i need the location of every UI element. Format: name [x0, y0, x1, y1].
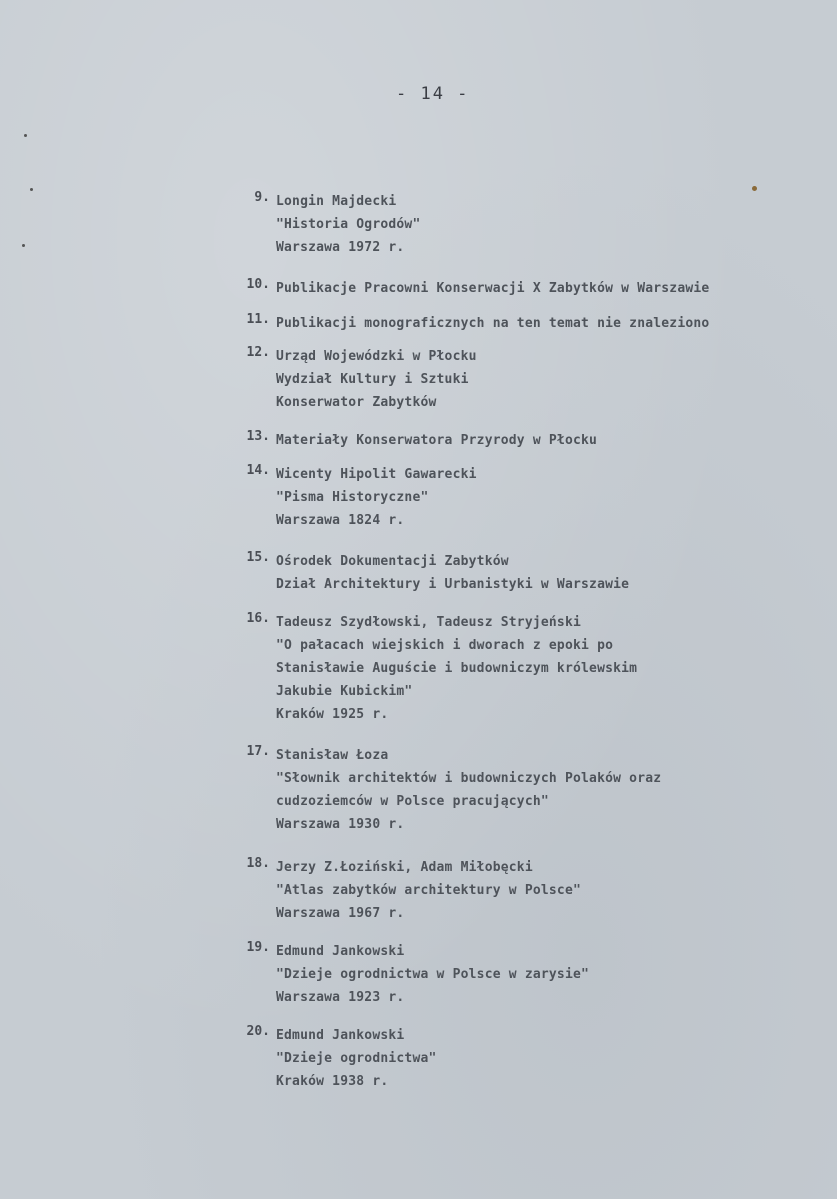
entry-line: Jakubie Kubickim" [276, 684, 413, 699]
entry-line: Edmund Jankowski [276, 944, 405, 959]
entry-line: "Dzieje ogrodnictwa" [276, 1051, 437, 1066]
entry-number: 13. [246, 429, 270, 444]
entry-line: Wicenty Hipolit Gawarecki [276, 467, 477, 482]
entry-lines [276, 463, 477, 532]
entry-number: 20. [246, 1024, 270, 1039]
entry-line: "Historia Ogrodów" [276, 217, 421, 232]
entry-number: 14. [246, 463, 270, 478]
entry-number: 19. [246, 940, 270, 955]
entry-line: Kraków 1938 r. [276, 1074, 389, 1089]
entry-line: Ośrodek Dokumentacji Zabytków [276, 554, 509, 569]
entry-line: Jerzy Z.Łoziński, Adam Miłobęcki [276, 860, 533, 875]
entry-line: cudzoziemców w Polsce pracujących" [276, 794, 549, 809]
entry-line: Warszawa 1967 r. [276, 906, 405, 921]
entry-lines [276, 1024, 437, 1093]
entry-line: Wydział Kultury i Sztuki [276, 372, 469, 387]
entry-line: Dział Architektury i Urbanistyki w Warszawie [276, 577, 630, 592]
entry-line: Publikacje Pracowni Konserwacji X Zabytków w Warszawie [276, 281, 710, 296]
entry-line: Warszawa 1923 r. [276, 990, 405, 1005]
entry-lines [276, 940, 589, 1009]
entry-number: 12. [246, 345, 270, 360]
entry-number: 11. [246, 312, 270, 327]
entry-line: Stanisław Łoza [276, 748, 389, 763]
entry-line: "O pałacach wiejskich i dworach z epoki po [276, 638, 614, 653]
entry-lines [276, 856, 581, 925]
entry-line: "Atlas zabytków architektury w Polsce" [276, 883, 582, 898]
paper-speck [24, 134, 27, 137]
entry-lines [276, 429, 597, 452]
entry-line: Warszawa 1930 r. [276, 817, 405, 832]
entry-line: "Słownik architektów i budowniczych Polaków oraz [276, 771, 662, 786]
entry-number: 16. [246, 611, 270, 626]
entry-number: 17. [246, 744, 270, 759]
entry-lines [276, 611, 637, 726]
entry-line: Tadeusz Szydłowski, Tadeusz Stryjeński [276, 615, 582, 630]
entry-line: Stanisławie Auguście i budowniczym królewskim [276, 661, 638, 676]
entry-line: Longin Majdecki [276, 194, 397, 209]
entry-line: Urząd Wojewódzki w Płocku [276, 349, 477, 364]
entry-lines [276, 190, 420, 259]
entry-lines [276, 550, 629, 596]
entry-line: Warszawa 1972 r. [276, 240, 405, 255]
entry-line: "Pisma Historyczne" [276, 490, 429, 505]
entry-lines [276, 277, 709, 300]
entry-line: Warszawa 1824 r. [276, 513, 405, 528]
entry-line: Kraków 1925 r. [276, 707, 389, 722]
page-number: - 14 - [396, 84, 470, 104]
paper-speck [752, 186, 757, 191]
entry-number: 10. [246, 277, 270, 292]
entry-lines [276, 744, 661, 836]
entry-line: Materiały Konserwatora Przyrody w Płocku [276, 433, 598, 448]
paper-speck [30, 188, 33, 191]
entry-line: "Dzieje ogrodnictwa w Polsce w zarysie" [276, 967, 590, 982]
entry-line: Konserwator Zabytków [276, 395, 437, 410]
entry-lines [276, 312, 709, 335]
entry-number: 18. [246, 856, 270, 871]
entry-lines [276, 345, 477, 414]
entry-line: Publikacji monograficznych na ten temat nie znaleziono [276, 316, 710, 331]
entry-line: Edmund Jankowski [276, 1028, 405, 1043]
paper-speck [22, 244, 25, 247]
entry-number: 15. [246, 550, 270, 565]
entry-number: 9. [254, 190, 270, 205]
